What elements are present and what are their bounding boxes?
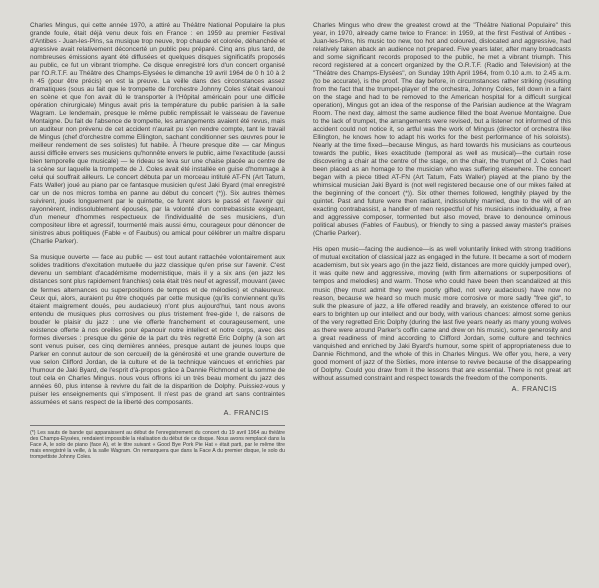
french-signature: A. FRANCIS [223,407,269,417]
french-column [30,22,285,460]
footnote-divider [30,425,285,426]
english-signature: A. FRANCIS [511,383,557,393]
french-paragraph-2: Sa musique ouverte — face au public — est tout autant rattachée volontairement aux solides traditions d'excitation mutuelle du jazz classique qu'en prise sur l'avenir. C'est devenu un semblant d'académisme modernistique, mais il y a six ans (en jazz les distances sont plus rapidement franchies) cela était très neuf et agressif, mouvant (avec de fermes alternances ou superpositions de tempos et de mélodies) et chaleureux. Ceux qui, alors, auraient pu être choqués par cette musique (qu'ils conviennent qu'ils étaient maigrement doués, peu audacieux) n'ont plus aujourd'hui, tant nous avons entendu de musiques plus corrosives ou plus tristement free-gide !, de raisons de bouder le plaisir du jazz : une vie offerte franchement et courageusement, une existence offerte à nos oreilles pour épanouir notre intellect et notre corps, avec des formes diverses : presque du génie de la part du très regretté Eric Dolphy (à son art sont venus puiser, ces cinq dernières années, presque autant de jeunes loups que Parker en connut autour de son cercueil) de la générosité et une grande ouverture de vue selon Clifford Jordan, de la culture et de la technique vaincues et enrichies par l'humour de Jaki Byard, de l'esprit d'à-propos grâce à Dannie Richmond et la somme de tout cela en Charles Mingus. nous vous offrons ici un très beau moment du jazz des années 60, plus intense à revivre du fait de la disparition de Dolphy. Puissiez-vous y puiser les enseignements qui s'imposent. Il n'est pas de grand art sans contraintes assumées et sans respect de la liberté des composants. [30,254,285,406]
english-paragraph-1: Charles Mingus who drew the greatest crowd at the "Théâtre National Populaire" this year, in 1970, already came twice to France: in 1959, at the first Festival of Antibes - Juan-les-Pins, his music too new, too hot and coloured, dislocated and aggressive, had relatively taken aback an audience not prepared. Five years later, after many broadcasts and some significant records proposed to the public, he met a vibrant triumph. This record registered at a concert organized by the O.R.T.F. (Radio and Television) at the "Théâtre des Champs-Elysées", on Sunday 19th April 1964, from 0.10 a.m. to 2.45 a.m. (to be accurate), is the proof. The day before, in circumstances rather striking (resulting from the fact that the trumpet-player of the orchestra, Johnny Coles, fell down in a faint on the stage and had to be removed to the American hospital for a difficult surgical operation), Mingus got an idea of the response of the Parisian audience at the Wagram Room. The next day, almost the same audience filled the boat Avenue Montaigne. Due to the lack of trumpet, the arrangements were revised, but a listener not informed of this accident could not notice it, so artful was the work of Mingus (director of orchestra like Ellington, he knows how to adapt his works for the best performance of his soloists). Nearly at the time fixed—because Mingus, as hard towards his musicians as courteous towards the public, likes exactitude (temporal as well as musical)—the curtain rose discovering a chair at the centre of the stage, on the chair, the trumpet of J. Coles had been placed as an homage to the musician who was suffering elsewhere. The concert began with a piece titled AT-FN (Art Tatum, Fats Waller) played at the piano by the whimsical musician Jaki Byard is (not well registered because one of our mikes failed at the beginning of the concert (*)). Six other themes followed, lengthily played by the quintet. Past and future were then radiant, indissolubly married, due to the will of an exacting contrabassist, a handler of men respectful of his musicians individuality, a free and aggressive composer, tormented but also moved, brave to denounce ominous political abuses (Fables of Faubus), or friendly to sing a passed away master's praises (Charlie Parker). [313,22,571,238]
french-footnote: (*) Les sauts de bande qui apparaissent au début de l'enregistrement du concert du 19 avril 1964 au théâtre des Champs-Elysées, rendaient impossible la réalisation du début de ce disque. Nous avons remplacé dans la Face A, le solo de piano (face A), et le titre suivant « Good Bye Pork Pie Hat » était parti, par le même titre mais enregistré la veille, à la salle Wagram. On remarquera que dans la Face A du premier disque, le solo du trompettiste Johnny Coles. [30,429,285,461]
english-paragraph-2: His open music—facing the audience—is as well voluntarily linked with strong traditions of mutual excitation of classical jazz as engaged in the future. It became a sort of modern academism, but six years ago (in the jazz field, distances are more quickly jumped over), it was quite new and aggressive, moving (with firm alternations or superpositions of tempos and melodies) and warm. Those who could have been then scandalized at this music (they must admit they were poorly gifted, not very audacious) have now no reason, because we heard so much music more corrosive or more sadly "free gid", to sulk the pleasure of jazz, a life offered readily and bravely, an existence offered to our ears to brighten up our intellect and our body, with various chances: almost some genius of the very regretted Eric Dolphy (during the last five years nearly as many young wolves as there were around Parker's coffin came and drew on his music), some generosity and a great readiness of mind according to Clifford Jordan, some culture and technics vanquished and enriched by Jaki Byard's humour, some spirit of appropriateness due to Dannie Richmond, and the whole of this in Charles Mingus. We offer you, here, a very good moment of jazz of the Sixties, more intense to revive because of the disappearing of Dolphy. Could you draw from it the lessons that are essential. There is not great art without assumed constraint and respect towards the freedom of the components. [313,246,572,382]
english-column [313,22,571,393]
french-paragraph-1: Charles Mingus, qui cette année 1970, a attiré au Théâtre National Populaire la plus grande foule, était déjà venu deux fois en France : en 1959 au premier Festival d'Antibes - Juan-les-Pins, sa musique trop neuve, trop chaude et colorée, déhanchée et agressive avait relativement déconcerté un public peu préparé. Cinq ans plus tard, de nombreuses émissions ayant été diffusées et quelques disques significatifs proposés au public, ce fut un vibrant triomphe. Ce disque enregistré lors d'un concert organisé par l'O.R.T.F. au Théâtre des Champs-Elysées le dimanche 19 avril 1964 de 0 h 10 à 2 h 45 (pour être précis) en est la preuve. La veille dans des circonstances assez dramatiques (sous au fait que le trompette de l'orchestre Johnny Coles s'était évanoui en scène et que l'on avait dû le transporter à l'Hôpital américain pour une difficile opération chirurgicale) Mingus avait pris la température du public parisien à la salle Wagram. Le lendemain, presque le même public remplissait le vaisseau de l'avenue Montaigne. Du fait de l'absence de trompette, les arrangements avaient été revus, mais un auditeur non prévenu de cet accident n'aurait pu s'en rendre compte, tant le travail de Mingus (chef d'orchestre comme Ellington, sachant conditionner ses œuvres pour le meilleur rendement de ses solistes) fut habile. À l'heure presque dite — car Mingus aussi difficile envers ses musiciens qu'honnête envers le public, aime l'exactitude (aussi bien temporelle que musicale) — le rideau se leva sur une chaise placée au centre de la scène sur laquelle la trompette de J. Coles avait été installée en guise d'hommage à celui qui souffrait ailleurs. Le concert débuta par un morceau intitulé AT-FN (Art Tatum, Fats Waller) joué au piano par ce fantasque musicien qu'est Jaki Byard (mal enregistré car un de nos micros tomba en panne au début du concert (*)). Six autres thèmes suivirent, joués longuement par le quintette, ce furent alors le passé et l'avenir qui rayonnèrent, indissolublement épousés, par la volonté d'un contrebassiste exigeant, d'un meneur d'hommes respectueux de l'individualité de ses musiciens, d'un compositeur libre et agressif, tourmenté mais aussi ému, courageux pour dénoncer de sinistres abus politiques (Fable « of Faubus) ou amical pour célébrer un maître disparu (Charlie Parker). [30,22,285,246]
